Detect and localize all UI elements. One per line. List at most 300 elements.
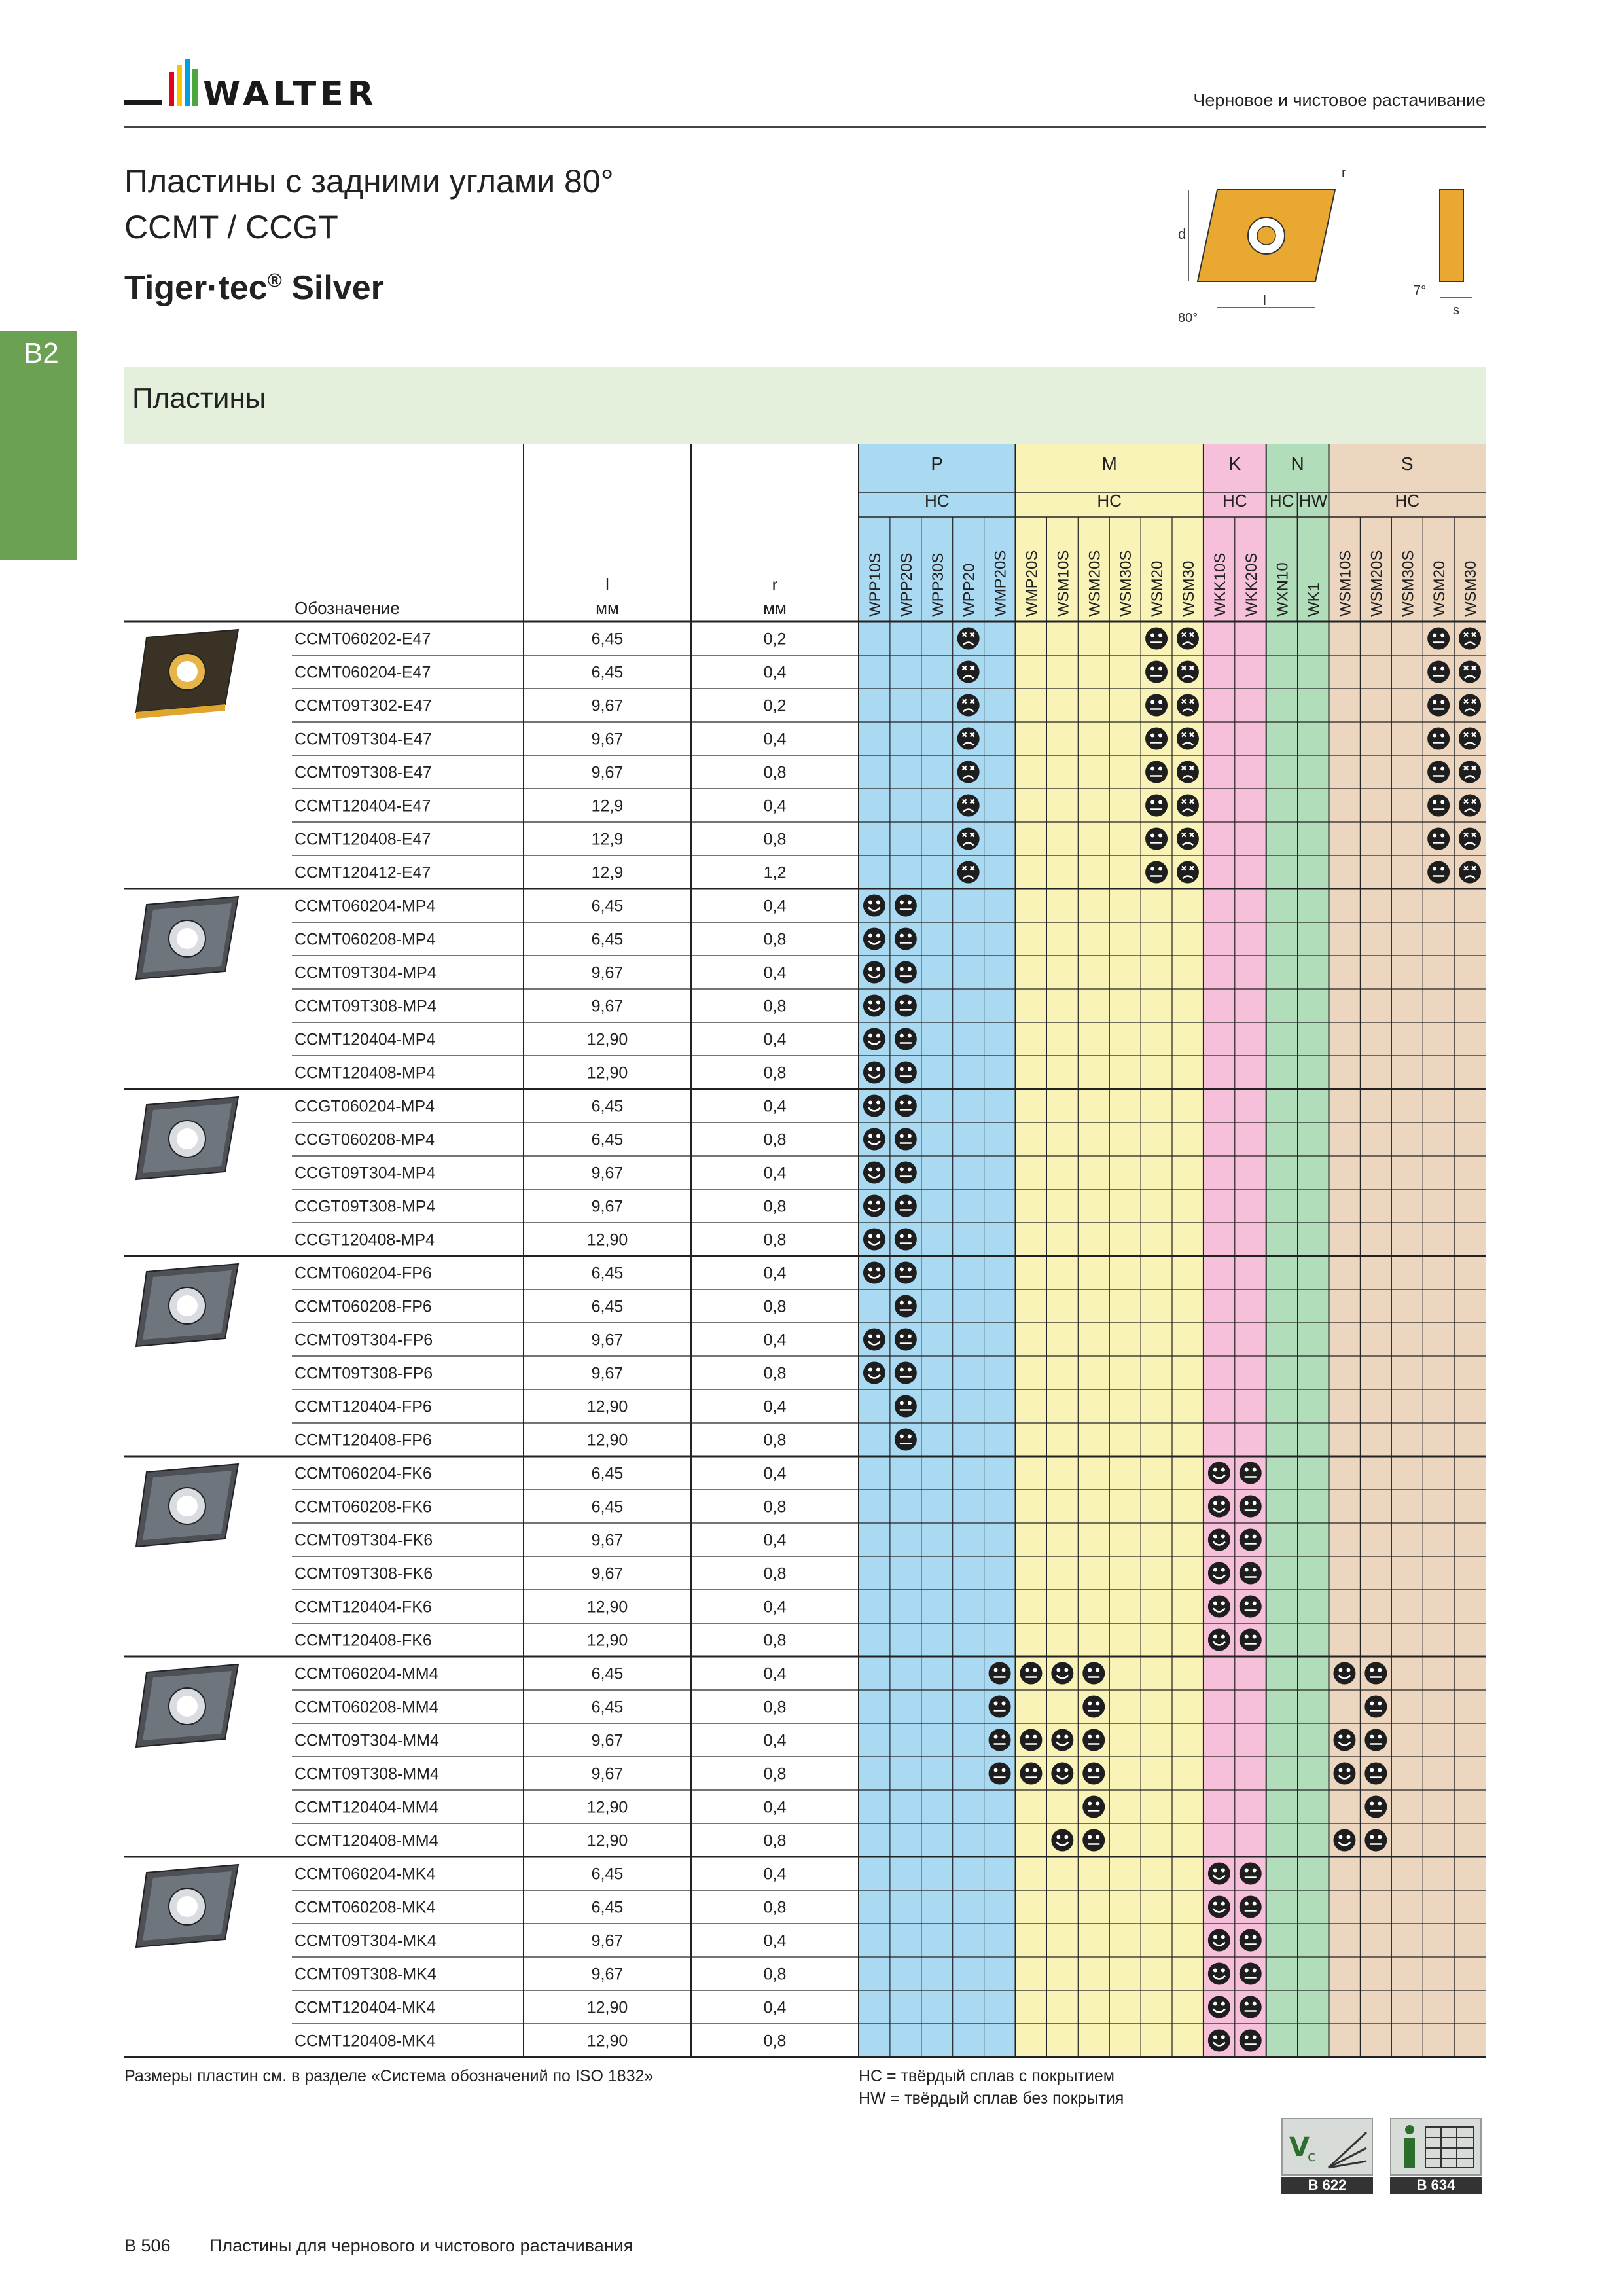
material-group-p-background bbox=[859, 444, 1016, 2057]
logo-bar bbox=[124, 100, 162, 105]
fair-suitability-icon bbox=[1427, 861, 1450, 884]
fair-suitability-icon bbox=[895, 1162, 917, 1184]
radius-cell: 0,8 bbox=[763, 1297, 787, 1316]
length-cell: 9,67 bbox=[591, 1931, 624, 1950]
svg-text:V: V bbox=[1289, 2132, 1310, 2162]
insert-image-2 bbox=[136, 897, 238, 979]
length-cell: 6,45 bbox=[591, 1464, 624, 1483]
length-cell: 6,45 bbox=[591, 1865, 624, 1884]
good-suitability-icon bbox=[863, 1262, 885, 1284]
insert-image-4 bbox=[136, 1264, 238, 1346]
designation-cell: CCMT09T308-E47 bbox=[294, 763, 432, 782]
material-group-n-label: N bbox=[1291, 454, 1304, 474]
fair-suitability-icon bbox=[989, 1763, 1011, 1785]
section-band-title: Пластины bbox=[132, 382, 266, 414]
fair-suitability-icon bbox=[989, 1729, 1011, 1751]
length-cell: 12,90 bbox=[586, 1030, 628, 1049]
radius-cell: 0,4 bbox=[763, 1264, 787, 1283]
good-suitability-icon bbox=[1208, 1529, 1230, 1551]
insert-side-view bbox=[1440, 190, 1463, 281]
radius-cell: 0,4 bbox=[763, 1097, 787, 1116]
grade-header-wxn10: WXN10 bbox=[1274, 562, 1292, 617]
designation-cell: CCMT060204-FK6 bbox=[294, 1464, 432, 1483]
length-cell: 6,45 bbox=[591, 1097, 624, 1116]
limited-suitability-icon bbox=[1459, 661, 1481, 683]
radius-cell: 0,8 bbox=[763, 830, 787, 849]
fair-suitability-icon bbox=[1240, 1929, 1262, 1952]
fair-suitability-icon bbox=[1240, 1529, 1262, 1551]
grade-header-wsm30s: WSM30S bbox=[1117, 550, 1135, 617]
radius-cell: 1,2 bbox=[763, 863, 787, 882]
designation-cell: CCGT120408-MP4 bbox=[294, 1230, 435, 1249]
length-cell: 9,67 bbox=[591, 730, 624, 749]
designation-cell: CCMT060204-MM4 bbox=[294, 1664, 438, 1683]
length-cell: 12,90 bbox=[586, 1397, 628, 1416]
fair-suitability-icon bbox=[1427, 728, 1450, 750]
radius-cell: 0,8 bbox=[763, 1765, 787, 1784]
fair-suitability-icon bbox=[1240, 1462, 1262, 1484]
radius-cell: 0,8 bbox=[763, 1064, 787, 1083]
fair-suitability-icon bbox=[1145, 828, 1168, 850]
designation-cell: CCMT120404-FK6 bbox=[294, 1598, 432, 1617]
good-suitability-icon bbox=[1208, 1562, 1230, 1585]
designation-cell: CCMT120408-FP6 bbox=[294, 1431, 432, 1450]
product-line-title: Tiger·tec® Silver bbox=[124, 269, 384, 307]
designation-cell: CCMT060208-MP4 bbox=[294, 930, 436, 949]
radius-cell: 0,4 bbox=[763, 1397, 787, 1416]
designation-cell: CCMT120404-MP4 bbox=[294, 1030, 436, 1049]
length-header: l bbox=[605, 575, 609, 594]
length-cell: 9,67 bbox=[591, 1364, 624, 1383]
fair-suitability-icon bbox=[895, 928, 917, 950]
dimension-s-label: s bbox=[1453, 303, 1459, 317]
length-cell: 9,67 bbox=[591, 963, 624, 982]
length-cell: 12,9 bbox=[591, 863, 624, 882]
radius-cell: 0,4 bbox=[763, 1531, 787, 1550]
good-suitability-icon bbox=[863, 995, 885, 1017]
length-cell: 6,45 bbox=[591, 630, 624, 649]
radius-cell: 0,8 bbox=[763, 997, 787, 1016]
length-cell: 6,45 bbox=[591, 897, 624, 916]
fair-suitability-icon bbox=[1020, 1763, 1042, 1785]
designation-cell: CCMT09T304-MP4 bbox=[294, 963, 437, 982]
designation-cell: CCMT060204-MP4 bbox=[294, 897, 436, 916]
limited-suitability-icon bbox=[1177, 795, 1199, 817]
fair-suitability-icon bbox=[895, 1429, 917, 1451]
radius-label: r bbox=[1342, 166, 1346, 180]
good-suitability-icon bbox=[1208, 1896, 1230, 1918]
grade-header-wsm20: WSM20 bbox=[1149, 560, 1167, 617]
material-group-p-label: P bbox=[931, 454, 944, 474]
length-cell: 9,67 bbox=[591, 1531, 624, 1550]
designation-cell: CCMT060204-FP6 bbox=[294, 1264, 432, 1283]
fair-suitability-icon bbox=[1364, 1829, 1387, 1852]
fair-suitability-icon bbox=[895, 961, 917, 984]
good-suitability-icon bbox=[1208, 1596, 1230, 1618]
fair-suitability-icon bbox=[1082, 1829, 1105, 1852]
cutting-data-icon bbox=[1281, 2118, 1373, 2176]
length-cell: 9,67 bbox=[591, 1965, 624, 1984]
radius-header: r bbox=[772, 575, 778, 594]
designation-cell: CCMT09T308-MP4 bbox=[294, 997, 437, 1016]
grade-header-wsm20: WSM20 bbox=[1431, 560, 1449, 617]
page-subtitle: CCMT / CCGT bbox=[124, 209, 338, 245]
radius-unit: мм bbox=[763, 598, 787, 618]
radius-cell: 0,4 bbox=[763, 663, 787, 682]
limited-suitability-icon bbox=[1459, 728, 1481, 750]
length-cell: 9,67 bbox=[591, 1731, 624, 1750]
fair-suitability-icon bbox=[895, 1229, 917, 1251]
good-suitability-icon bbox=[863, 1062, 885, 1084]
length-cell: 12,90 bbox=[586, 1598, 628, 1617]
length-cell: 9,67 bbox=[591, 1331, 624, 1350]
good-suitability-icon bbox=[863, 895, 885, 917]
grade-header-wpp30s: WPP30S bbox=[929, 552, 947, 617]
designation-header: Обозначение bbox=[294, 598, 400, 618]
limited-suitability-icon bbox=[1177, 694, 1199, 717]
good-suitability-icon bbox=[1208, 1496, 1230, 1518]
radius-cell: 0,4 bbox=[763, 1798, 787, 1817]
fair-suitability-icon bbox=[1240, 1896, 1262, 1918]
chapter-tab[interactable]: B2 bbox=[0, 331, 77, 560]
designation-cell: CCMT120404-MM4 bbox=[294, 1798, 438, 1817]
radius-cell: 0,8 bbox=[763, 763, 787, 782]
designation-cell: CCMT09T308-MM4 bbox=[294, 1765, 439, 1784]
limited-suitability-icon bbox=[1177, 861, 1199, 884]
length-unit: мм bbox=[596, 598, 619, 618]
good-suitability-icon bbox=[1333, 1662, 1355, 1685]
page-title: Пластины с задними углами 80° bbox=[124, 163, 614, 200]
radius-cell: 0,8 bbox=[763, 1364, 787, 1383]
designation-cell: CCMT060202-E47 bbox=[294, 630, 431, 649]
material-group-m-label: M bbox=[1101, 454, 1117, 474]
length-cell: 12,9 bbox=[591, 830, 624, 849]
radius-cell: 0,4 bbox=[763, 1865, 787, 1884]
limited-suitability-icon bbox=[1177, 761, 1199, 783]
good-suitability-icon bbox=[1208, 2030, 1230, 2052]
good-suitability-icon bbox=[863, 1028, 885, 1050]
radius-cell: 0,4 bbox=[763, 1164, 787, 1183]
limited-suitability-icon bbox=[1177, 661, 1199, 683]
grade-header-wsm20s: WSM20S bbox=[1368, 550, 1386, 617]
length-cell: 9,67 bbox=[591, 696, 624, 715]
material-group-n-hw-label: HW bbox=[1298, 491, 1328, 511]
footnote: Размеры пластин см. в разделе «Система обозначений по ISO 1832» bbox=[124, 2067, 654, 2085]
grade-header-wpp10s: WPP10S bbox=[866, 552, 884, 617]
limited-suitability-icon bbox=[957, 828, 980, 850]
material-group-s-hc-label: HC bbox=[1395, 491, 1420, 511]
insert-image-1 bbox=[136, 630, 238, 719]
logo-stripe-green bbox=[192, 69, 198, 106]
length-cell: 12,90 bbox=[586, 1998, 628, 2017]
radius-cell: 0,8 bbox=[763, 1498, 787, 1516]
fair-suitability-icon bbox=[895, 895, 917, 917]
fair-suitability-icon bbox=[1364, 1729, 1387, 1751]
insert-image-3 bbox=[136, 1097, 238, 1179]
designation-cell: CCMT09T308-FP6 bbox=[294, 1364, 433, 1383]
info-icon bbox=[1390, 2118, 1482, 2176]
radius-cell: 0,8 bbox=[763, 1698, 787, 1717]
limited-suitability-icon bbox=[1177, 628, 1199, 650]
fair-suitability-icon bbox=[989, 1662, 1011, 1685]
limited-suitability-icon bbox=[1177, 728, 1199, 750]
fair-suitability-icon bbox=[895, 1395, 917, 1418]
material-group-k-hc-label: HC bbox=[1222, 491, 1247, 511]
grade-header-wsm30s: WSM30S bbox=[1399, 550, 1418, 617]
material-group-k-label: K bbox=[1228, 454, 1241, 474]
radius-cell: 0,8 bbox=[763, 1197, 787, 1216]
inserts-table bbox=[124, 444, 1486, 2067]
length-cell: 12,90 bbox=[586, 2032, 628, 2051]
designation-cell: CCMT09T304-MM4 bbox=[294, 1731, 439, 1750]
limited-suitability-icon bbox=[1459, 828, 1481, 850]
radius-cell: 0,8 bbox=[763, 1230, 787, 1249]
header-divider bbox=[124, 126, 1486, 128]
length-cell: 6,45 bbox=[591, 1297, 624, 1316]
radius-cell: 0,8 bbox=[763, 1898, 787, 1917]
fair-suitability-icon bbox=[1240, 1562, 1262, 1585]
radius-cell: 0,8 bbox=[763, 1130, 787, 1149]
radius-cell: 0,8 bbox=[763, 1965, 787, 1984]
length-cell: 6,45 bbox=[591, 1698, 624, 1717]
legend-hc: HC = твёрдый сплав с покрытием bbox=[859, 2067, 1115, 2085]
length-cell: 6,45 bbox=[591, 1898, 624, 1917]
radius-cell: 0,8 bbox=[763, 2032, 787, 2051]
designation-cell: CCMT120408-E47 bbox=[294, 830, 431, 849]
good-suitability-icon bbox=[1333, 1829, 1355, 1852]
logo-wordmark: WALTER bbox=[203, 75, 378, 114]
radius-cell: 0,4 bbox=[763, 1931, 787, 1950]
designation-cell: CCGT09T308-MP4 bbox=[294, 1197, 436, 1216]
fair-suitability-icon bbox=[989, 1696, 1011, 1718]
designation-cell: CCMT09T302-E47 bbox=[294, 696, 432, 715]
radius-cell: 0,4 bbox=[763, 797, 787, 816]
limited-suitability-icon bbox=[957, 728, 980, 750]
length-cell: 12,90 bbox=[586, 1631, 628, 1650]
fair-suitability-icon bbox=[1020, 1662, 1042, 1685]
designation-cell: CCMT09T308-FK6 bbox=[294, 1564, 433, 1583]
designation-cell: CCMT120408-FK6 bbox=[294, 1631, 432, 1650]
fair-suitability-icon bbox=[1240, 1863, 1262, 1885]
fair-suitability-icon bbox=[1145, 694, 1168, 717]
fair-suitability-icon bbox=[1427, 694, 1450, 717]
grade-header-wsm10s: WSM10S bbox=[1336, 550, 1355, 617]
good-suitability-icon bbox=[863, 1128, 885, 1151]
fair-suitability-icon bbox=[1240, 1596, 1262, 1618]
fair-suitability-icon bbox=[1364, 1796, 1387, 1818]
dimension-l-label: l bbox=[1263, 292, 1266, 308]
good-suitability-icon bbox=[1333, 1729, 1355, 1751]
insert-image-7 bbox=[136, 1865, 238, 1947]
designation-cell: CCMT120412-E47 bbox=[294, 863, 431, 882]
length-cell: 6,45 bbox=[591, 1264, 624, 1283]
fair-suitability-icon bbox=[895, 1028, 917, 1050]
good-suitability-icon bbox=[863, 1362, 885, 1384]
radius-cell: 0,8 bbox=[763, 1564, 787, 1583]
fair-suitability-icon bbox=[1020, 1729, 1042, 1751]
designation-cell: CCGT09T304-MP4 bbox=[294, 1164, 436, 1183]
grade-header-wsm30: WSM30 bbox=[1179, 560, 1198, 617]
good-suitability-icon bbox=[1208, 1462, 1230, 1484]
designation-cell: CCMT09T304-MK4 bbox=[294, 1931, 437, 1950]
fair-suitability-icon bbox=[1240, 1963, 1262, 1985]
good-suitability-icon bbox=[1208, 1963, 1230, 1985]
length-cell: 6,45 bbox=[591, 1498, 624, 1516]
info-page-ref: B 634 bbox=[1390, 2177, 1482, 2194]
limited-suitability-icon bbox=[957, 628, 980, 650]
good-suitability-icon bbox=[1051, 1662, 1073, 1685]
length-cell: 12,9 bbox=[591, 797, 624, 816]
logo-stripe-blue bbox=[185, 59, 190, 106]
section-heading: Черновое и чистовое растачивание bbox=[1193, 90, 1486, 110]
insert-hole-inner bbox=[1257, 226, 1275, 245]
fair-suitability-icon bbox=[1427, 828, 1450, 850]
length-cell: 9,67 bbox=[591, 1765, 624, 1784]
limited-suitability-icon bbox=[957, 861, 980, 884]
designation-cell: CCMT09T304-FP6 bbox=[294, 1331, 433, 1350]
length-cell: 9,67 bbox=[591, 997, 624, 1016]
fair-suitability-icon bbox=[1145, 661, 1168, 683]
limited-suitability-icon bbox=[957, 694, 980, 717]
limited-suitability-icon bbox=[957, 661, 980, 683]
insert-image-6 bbox=[136, 1664, 238, 1747]
designation-cell: CCMT09T304-E47 bbox=[294, 730, 432, 749]
fair-suitability-icon bbox=[1240, 1496, 1262, 1518]
material-group-p-hc-label: HC bbox=[924, 491, 950, 511]
length-cell: 12,90 bbox=[586, 1230, 628, 1249]
radius-cell: 0,8 bbox=[763, 1431, 787, 1450]
grade-header-wkk20s: WKK20S bbox=[1242, 552, 1260, 617]
radius-cell: 0,2 bbox=[763, 696, 787, 715]
radius-cell: 0,4 bbox=[763, 963, 787, 982]
insert-image-5 bbox=[136, 1464, 238, 1547]
grade-header-wk1: WK1 bbox=[1305, 582, 1323, 617]
grade-header-wpp20: WPP20 bbox=[960, 563, 978, 617]
page-number: B 506 bbox=[124, 2236, 171, 2255]
good-suitability-icon bbox=[863, 961, 885, 984]
radius-cell: 0,4 bbox=[763, 1030, 787, 1049]
cutting-data-reference[interactable] bbox=[1281, 2118, 1373, 2193]
limited-suitability-icon bbox=[957, 761, 980, 783]
fair-suitability-icon bbox=[1364, 1763, 1387, 1785]
radius-cell: 0,4 bbox=[763, 1998, 787, 2017]
designation-cell: CCGT060204-MP4 bbox=[294, 1097, 435, 1116]
fair-suitability-icon bbox=[1427, 628, 1450, 650]
fair-suitability-icon bbox=[1082, 1696, 1105, 1718]
info-reference[interactable] bbox=[1390, 2118, 1482, 2193]
fair-suitability-icon bbox=[895, 1062, 917, 1084]
fair-suitability-icon bbox=[1427, 795, 1450, 817]
length-cell: 12,90 bbox=[586, 1431, 628, 1450]
fair-suitability-icon bbox=[1364, 1662, 1387, 1685]
good-suitability-icon bbox=[1208, 1996, 1230, 2018]
good-suitability-icon bbox=[863, 928, 885, 950]
length-cell: 6,45 bbox=[591, 930, 624, 949]
good-suitability-icon bbox=[863, 1162, 885, 1184]
fair-suitability-icon bbox=[895, 1095, 917, 1117]
length-cell: 9,67 bbox=[591, 1564, 624, 1583]
designation-cell: CCMT060204-MK4 bbox=[294, 1865, 436, 1884]
limited-suitability-icon bbox=[1459, 761, 1481, 783]
good-suitability-icon bbox=[1051, 1763, 1073, 1785]
grade-header-wsm20s: WSM20S bbox=[1086, 550, 1104, 617]
good-suitability-icon bbox=[1208, 1863, 1230, 1885]
fair-suitability-icon bbox=[895, 1362, 917, 1384]
limited-suitability-icon bbox=[957, 795, 980, 817]
designation-cell: CCMT120408-MM4 bbox=[294, 1831, 438, 1850]
length-cell: 6,45 bbox=[591, 1130, 624, 1149]
designation-cell: CCMT120408-MK4 bbox=[294, 2032, 436, 2051]
fair-suitability-icon bbox=[1427, 761, 1450, 783]
fair-suitability-icon bbox=[1145, 628, 1168, 650]
material-group-m-hc-label: HC bbox=[1097, 491, 1122, 511]
fair-suitability-icon bbox=[895, 1295, 917, 1318]
designation-cell: CCMT120404-E47 bbox=[294, 797, 431, 816]
good-suitability-icon bbox=[1051, 1829, 1073, 1852]
fair-suitability-icon bbox=[895, 1195, 917, 1217]
good-suitability-icon bbox=[863, 1229, 885, 1251]
limited-suitability-icon bbox=[1177, 828, 1199, 850]
radius-cell: 0,8 bbox=[763, 1831, 787, 1850]
angle-80-label: 80° bbox=[1178, 311, 1198, 325]
fair-suitability-icon bbox=[1364, 1696, 1387, 1718]
designation-cell: CCMT09T308-MK4 bbox=[294, 1965, 437, 1984]
designation-cell: CCMT060204-E47 bbox=[294, 663, 431, 682]
designation-cell: CCMT120404-MK4 bbox=[294, 1998, 436, 2017]
length-cell: 12,90 bbox=[586, 1064, 628, 1083]
good-suitability-icon bbox=[863, 1329, 885, 1351]
length-cell: 9,67 bbox=[591, 763, 624, 782]
fair-suitability-icon bbox=[895, 995, 917, 1017]
grade-header-wkk10s: WKK10S bbox=[1211, 552, 1229, 617]
fair-suitability-icon bbox=[1240, 1996, 1262, 2018]
fair-suitability-icon bbox=[1082, 1763, 1105, 1785]
fair-suitability-icon bbox=[1082, 1662, 1105, 1685]
fair-suitability-icon bbox=[895, 1262, 917, 1284]
length-cell: 9,67 bbox=[591, 1197, 624, 1216]
length-cell: 12,90 bbox=[586, 1798, 628, 1817]
grade-header-wmp20s: WMP20S bbox=[991, 550, 1010, 617]
designation-cell: CCGT060208-MP4 bbox=[294, 1130, 435, 1149]
radius-cell: 0,8 bbox=[763, 1631, 787, 1650]
fair-suitability-icon bbox=[1082, 1796, 1105, 1818]
grade-header-wsm30: WSM30 bbox=[1462, 560, 1480, 617]
limited-suitability-icon bbox=[1459, 628, 1481, 650]
logo-stripe-yellow bbox=[177, 65, 182, 106]
radius-cell: 0,8 bbox=[763, 930, 787, 949]
good-suitability-icon bbox=[1333, 1763, 1355, 1785]
radius-cell: 0,2 bbox=[763, 630, 787, 649]
fair-suitability-icon bbox=[1240, 1629, 1262, 1651]
limited-suitability-icon bbox=[1459, 861, 1481, 884]
fair-suitability-icon bbox=[1427, 661, 1450, 683]
designation-cell: CCMT09T304-FK6 bbox=[294, 1531, 433, 1550]
radius-cell: 0,4 bbox=[763, 730, 787, 749]
length-cell: 12,90 bbox=[586, 1831, 628, 1850]
radius-cell: 0,4 bbox=[763, 897, 787, 916]
fair-suitability-icon bbox=[1145, 728, 1168, 750]
material-group-s-label: S bbox=[1400, 454, 1414, 474]
angle-7-label: 7° bbox=[1414, 283, 1427, 298]
good-suitability-icon bbox=[863, 1095, 885, 1117]
radius-cell: 0,4 bbox=[763, 1464, 787, 1483]
fair-suitability-icon bbox=[895, 1329, 917, 1351]
good-suitability-icon bbox=[1208, 1929, 1230, 1952]
material-group-s-background bbox=[1329, 444, 1486, 2057]
designation-cell: CCMT060208-MM4 bbox=[294, 1698, 438, 1717]
length-cell: 9,67 bbox=[591, 1164, 624, 1183]
radius-cell: 0,4 bbox=[763, 1598, 787, 1617]
